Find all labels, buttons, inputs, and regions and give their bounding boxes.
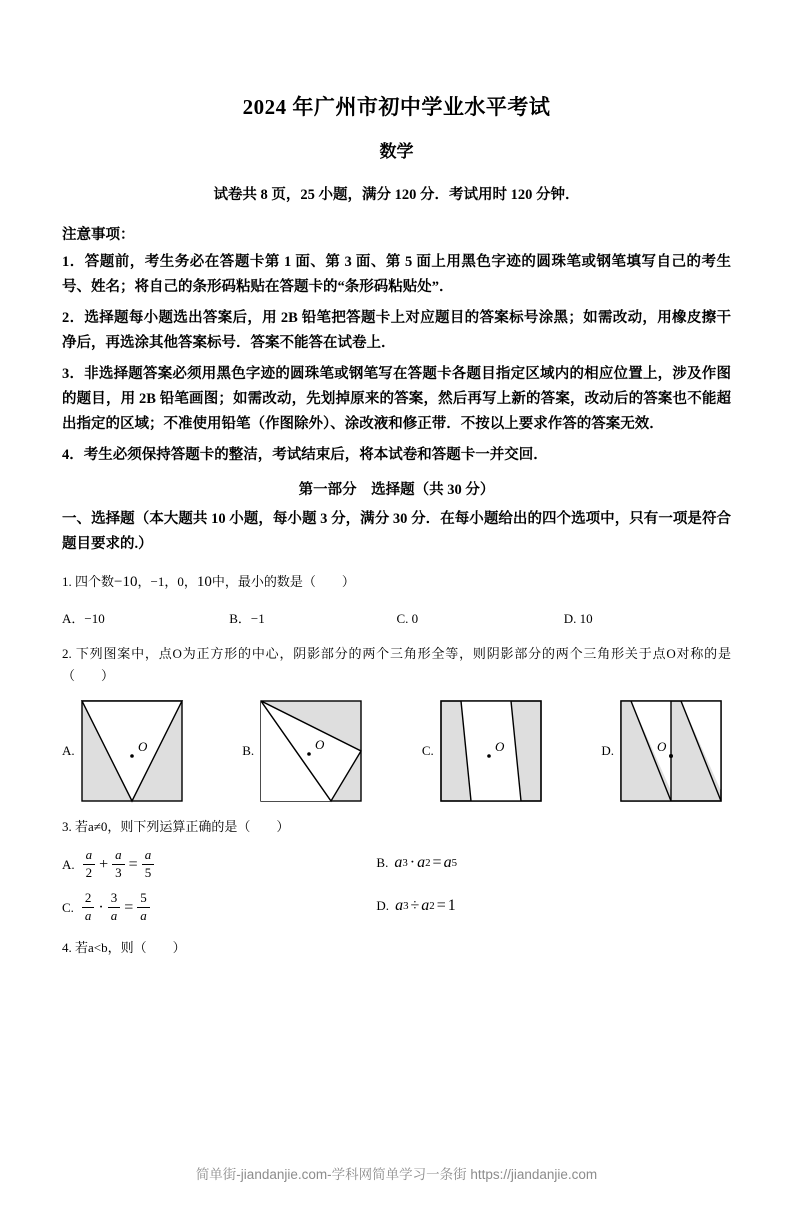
q3-a-frac-1: $\frac{a}{2}$ <box>83 848 96 881</box>
q3-option-d-tag: D. <box>376 898 390 914</box>
question-3-options-row-1 <box>62 848 731 881</box>
q2-center-label-d: O <box>657 739 667 755</box>
q2-figure-a[interactable] <box>62 699 184 803</box>
q3-option-c-tag: C. <box>62 899 74 915</box>
exam-title: 2024 年广州市初中学业水平考试 <box>242 95 551 119</box>
subject-title: 数学 <box>379 142 414 162</box>
q2-square-d <box>619 699 723 803</box>
question-1-options <box>62 609 731 630</box>
q2-center-label-b: O <box>315 737 325 753</box>
question-4-stem: 4. 若a<b，则（ ） <box>62 940 186 956</box>
part-one-header: 第一部分 选择题（共 30 分） <box>298 481 495 498</box>
q2-center-label-a: O <box>137 739 148 755</box>
notice-item-4: 4．考生必须保持答题卡的整洁，考试结束后，将本试卷和答题卡一并交回． <box>62 446 548 463</box>
q2-square-a <box>80 699 184 803</box>
q1-sep-2: ， <box>164 573 178 589</box>
q3-a-frac-3: $\frac{a}{5}$ <box>142 848 155 881</box>
notice-heading: 注意事项： <box>62 226 135 243</box>
notice-item-3: 3．非选择题答案必须用黑色字迹的圆珠笔或钢笔写在答题卡各题目指定区域内的相应位置上，涉及作图的题目，用 2B 铅笔画图；如需改动，先划掉原来的答案，然后再写上新的答案，改动后的答案也不能超出指定的区域；不准使用铅笔（作图除外）、涂改液和修正带．不按以上要求作答的答案无效． <box>62 365 731 432</box>
q3-b-exp-1: 3 <box>402 857 408 870</box>
question-2-stem: 2. 下列图案中，点O为正方形的中心，阴影部分的两个三角形全等，则阴影部分的两个三角形关于点O对称的是（ ） <box>62 646 731 684</box>
q1-sep-3: ， <box>183 573 197 589</box>
question-2-figures <box>62 699 731 803</box>
q3-c-op: · <box>98 898 104 916</box>
q3-option-d[interactable] <box>376 891 731 915</box>
q1-value-2: −1 <box>150 573 165 589</box>
q3-c-frac-3: $\frac{5}{a}$ <box>137 891 150 924</box>
q1-sep-1: ， <box>137 573 151 589</box>
q3-c-frac-1: $\frac{2}{a}$ <box>82 891 95 924</box>
q3-b-base-2: a <box>417 854 426 872</box>
q2-center-point-a <box>130 754 134 758</box>
q1-lead: 四个数 <box>75 573 115 589</box>
q3-b-eq: = <box>432 854 442 872</box>
q3-option-b[interactable] <box>376 848 731 872</box>
q2-square-c <box>439 699 543 803</box>
q1-option-a[interactable]: A．−10 <box>62 611 105 627</box>
q3-d-base-1: a <box>395 897 404 915</box>
section-one-intro: 一、选择题（本大题共 10 小题，每小题 3 分，满分 30 分．在每小题给出的四个选项中，只有一项是符合题目要求的.） <box>62 510 731 552</box>
q3-a-frac-2: $\frac{a}{3}$ <box>112 848 125 881</box>
q2-figure-d-label: D. <box>601 743 614 759</box>
q1-value-4: 10 <box>196 573 212 590</box>
q1-value-1: −10 <box>114 573 138 590</box>
q2-figure-c-label: C. <box>421 743 434 759</box>
q3-a-eq: = <box>128 855 138 873</box>
q3-b-base-1: a <box>394 854 403 872</box>
footer-watermark: 简单街-jiandanjie.com-学科网简单学习一条街 https://jiandanjie.com <box>195 1167 598 1182</box>
q2-figure-d[interactable] <box>601 699 723 803</box>
q3-d-result: 1 <box>447 897 456 915</box>
question-3-options-row-2 <box>62 891 731 924</box>
q1-option-b[interactable]: B．−1 <box>229 611 265 627</box>
question-3-stem: 3. 若a≠0，则下列运算正确的是（ ） <box>62 819 290 835</box>
q1-number: 1. <box>62 573 72 589</box>
q3-d-exp-1: 3 <box>403 900 409 913</box>
q1-tail: 中，最小的数是（ ） <box>211 573 355 589</box>
question-1-stem <box>62 570 731 596</box>
q3-b-dot: · <box>409 854 416 872</box>
q1-option-d[interactable]: D. 10 <box>563 611 593 627</box>
q3-option-a[interactable] <box>62 848 376 881</box>
q2-figure-b[interactable] <box>242 699 363 803</box>
q3-option-a-tag: A. <box>62 856 75 872</box>
q3-d-div: ÷ <box>410 897 420 915</box>
q3-b-exp-2: 2 <box>425 857 431 870</box>
notice-item-2: 2．选择题每小题选出答案后，用 2B 铅笔把答题卡上对应题目的答案标号涂黑；如需改动，用橡皮擦干净后，再选涂其他答案标号．答案不能答在试卷上． <box>62 309 731 351</box>
q3-a-op: + <box>99 855 109 873</box>
q3-c-eq: = <box>124 898 134 916</box>
q2-square-b <box>259 699 363 803</box>
q3-d-eq: = <box>436 897 446 915</box>
q3-option-c[interactable] <box>62 891 376 924</box>
q3-d-base-2: a <box>421 897 430 915</box>
q1-option-c[interactable]: C. 0 <box>396 611 419 627</box>
q2-center-label-c: O <box>494 739 505 755</box>
q2-figure-a-label: A. <box>62 743 75 759</box>
notice-item-1: 1．答题前，考生务必在答题卡第 1 面、第 3 面、第 5 面上用黑色字迹的圆珠笔或钢笔填写自己的考生号、姓名；将自己的条形码粘贴在答题卡的“条形码粘贴处”． <box>62 254 731 296</box>
q1-value-3: 0 <box>177 573 184 589</box>
paper-info: 试卷共 8 页，25 小题，满分 120 分．考试用时 120 分钟． <box>213 186 580 203</box>
q3-option-b-tag: B. <box>376 855 389 871</box>
q2-figure-b-label: B. <box>242 743 255 759</box>
q3-d-exp-2: 2 <box>429 900 435 913</box>
exam-page <box>0 95 793 1217</box>
q2-center-point-b <box>307 752 311 756</box>
q2-center-point-d <box>669 754 673 758</box>
q3-b-base-3: a <box>443 854 452 872</box>
q3-c-frac-2: $\frac{3}{a}$ <box>108 891 121 924</box>
q3-b-exp-3: 5 <box>451 857 458 870</box>
q2-figure-c[interactable] <box>422 699 543 803</box>
q2-center-point-c <box>487 754 491 758</box>
